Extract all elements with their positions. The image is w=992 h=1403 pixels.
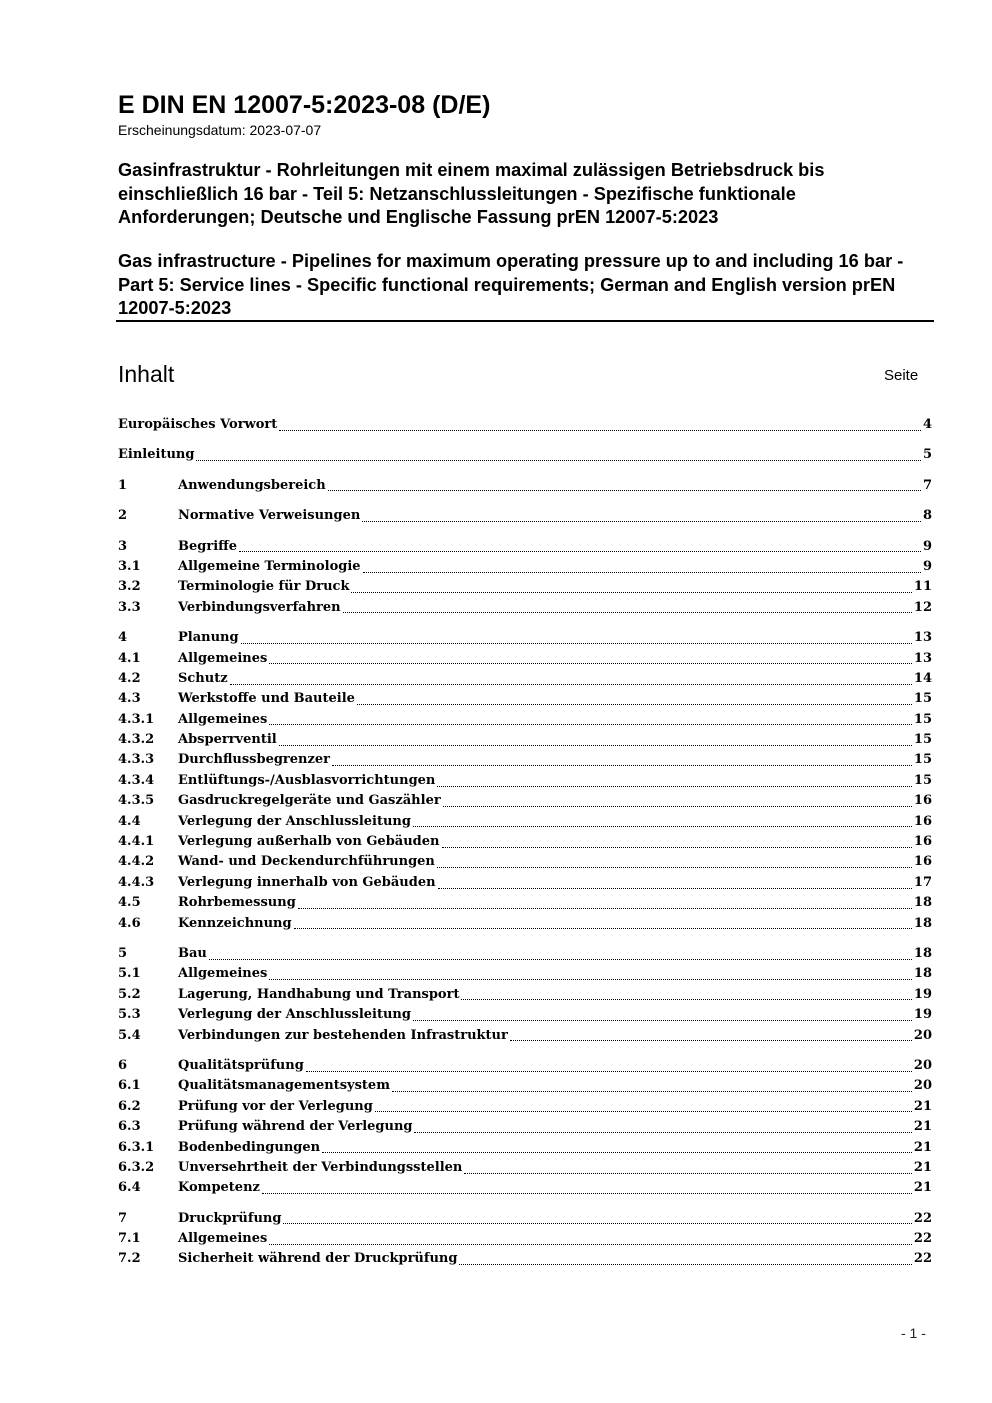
toc-entry-title: Durchflussbegrenzer (178, 752, 331, 768)
toc-dot-leader (279, 745, 912, 746)
toc-entry[interactable] (118, 893, 932, 913)
title-divider (116, 320, 934, 322)
toc-entry-title: Allgemeines (178, 966, 268, 982)
toc-entry-number: 6 (118, 1057, 128, 1073)
toc-entry-title: Allgemeine Terminologie (178, 558, 361, 574)
toc-entry-title: Prüfung während der Verlegung (178, 1119, 413, 1135)
toc-entry-title: Verlegung innerhalb von Gebäuden (178, 874, 436, 890)
toc-entry-title: Prüfung vor der Verlegung (178, 1098, 373, 1114)
toc-entry-title: Verlegung der Anschlussleitung (178, 1007, 411, 1023)
toc-entry[interactable] (118, 598, 932, 618)
toc-dot-leader (269, 979, 912, 980)
toc-entry-page: 20 (913, 1078, 932, 1094)
title-german: Gasinfrastruktur - Rohrleitungen mit einem maximal zulässigen Betriebsdruck bis einschließlich 16 bar - Teil 5: Netzanschlussleitungen - Spezifische funktionale Anforderungen; Deutsche und Englische Fassung prEN 12007-5:2023 (118, 160, 825, 227)
toc-entry-page: 5 (922, 447, 932, 463)
toc-entry-page: 11 (913, 579, 932, 595)
toc-entry[interactable] (118, 914, 932, 934)
toc-entry[interactable] (118, 985, 932, 1005)
toc-entry-page: 15 (913, 691, 932, 707)
toc-dot-leader (357, 704, 912, 705)
toc-entry[interactable] (118, 1178, 932, 1198)
toc-entry-title: Kompetenz (178, 1180, 260, 1196)
toc-dot-leader (283, 1223, 911, 1224)
toc-entry-number: 3 (118, 538, 128, 554)
toc-dot-leader (461, 999, 911, 1000)
toc-entry-title: Qualitätsmanagementsystem (178, 1078, 390, 1094)
toc-dot-leader (230, 684, 912, 685)
toc-entry-title: Verlegung außerhalb von Gebäuden (178, 834, 440, 850)
document-id: E DIN EN 12007-5:2023-08 (D/E) (118, 91, 491, 119)
toc-entry[interactable] (118, 669, 932, 689)
publication-date: Erscheinungsdatum: 2023-07-07 (118, 122, 322, 138)
toc-dot-leader (437, 786, 912, 787)
toc-entry-title: Allgemeines (178, 650, 268, 666)
toc-entry-number: 4.3.3 (118, 752, 155, 768)
toc-entry-number: 7.2 (118, 1251, 141, 1267)
toc-entry-title: Wand- und Deckendurchführungen (178, 854, 435, 870)
page-number: - 1 - (901, 1325, 926, 1341)
toc-entry-number: 3.1 (118, 558, 141, 574)
toc-entry-page: 7 (922, 477, 932, 493)
toc-dot-leader (443, 806, 912, 807)
toc-entry-number: 4.3 (118, 691, 141, 707)
toc-entry-title: Sicherheit während der Druckprüfung (178, 1251, 458, 1267)
toc-entry[interactable] (118, 1076, 932, 1096)
toc-entry-number: 4.3.1 (118, 711, 155, 727)
toc-entry-page: 14 (913, 670, 932, 686)
toc-entry[interactable] (118, 1056, 932, 1076)
toc-entry[interactable] (118, 771, 932, 791)
toc-entry[interactable] (118, 791, 932, 811)
toc-entry-title: Bau (178, 945, 207, 961)
toc-entry-page: 19 (913, 1007, 932, 1023)
toc-entry[interactable] (118, 476, 932, 496)
toc-entry-page: 20 (913, 1027, 932, 1043)
toc-entry-number: 3.2 (118, 579, 141, 595)
toc-entry-number: 5.2 (118, 986, 141, 1002)
toc-dot-leader (294, 928, 912, 929)
table-of-contents (118, 415, 932, 1270)
toc-dot-leader (328, 490, 921, 491)
toc-entry-page: 21 (913, 1159, 932, 1175)
toc-dot-leader (413, 1020, 912, 1021)
toc-entry-title: Bodenbedingungen (178, 1139, 321, 1155)
title-english: Gas infrastructure - Pipelines for maximum operating pressure up to and including 16 bar - Part 5: Service lines - Specific functional requirements; German and English version prEN 12007-5:2023 (118, 251, 904, 318)
toc-entry[interactable] (118, 1097, 932, 1117)
toc-entry-number: 5.1 (118, 966, 141, 982)
toc-entry-title: Begriffe (178, 538, 238, 554)
toc-entry-number: 4.6 (118, 915, 141, 931)
toc-entry-page: 17 (913, 874, 932, 890)
toc-entry-page: 15 (913, 732, 932, 748)
toc-dot-leader (279, 430, 921, 431)
toc-entry-page: 13 (913, 630, 932, 646)
toc-entry-number: 6.2 (118, 1098, 141, 1114)
toc-entry-number: 6.3 (118, 1119, 141, 1135)
toc-dot-leader (464, 1173, 912, 1174)
toc-entry-page: 16 (913, 793, 932, 809)
toc-dot-leader (459, 1264, 911, 1265)
toc-dot-leader (510, 1040, 912, 1041)
toc-entry-title: Einleitung (118, 447, 195, 463)
toc-dot-leader (298, 908, 912, 909)
toc-dot-leader (269, 663, 912, 664)
toc-dot-leader (413, 826, 912, 827)
toc-entry-number: 6.3.2 (118, 1159, 155, 1175)
toc-entry-page: 15 (913, 752, 932, 768)
toc-dot-leader (306, 1071, 912, 1072)
toc-entry[interactable] (118, 689, 932, 709)
toc-entry-number: 5.3 (118, 1007, 141, 1023)
toc-entry-title: Rohrbemessung (178, 895, 296, 911)
toc-entry-number: 4.1 (118, 650, 141, 666)
toc-entry-title: Normative Verweisungen (178, 508, 361, 524)
toc-entry-title: Allgemeines (178, 1231, 268, 1247)
toc-entry[interactable] (118, 1209, 932, 1229)
toc-entry-page: 21 (913, 1139, 932, 1155)
toc-entry[interactable] (118, 750, 932, 770)
toc-dot-leader (269, 1244, 912, 1245)
toc-entry[interactable] (118, 873, 932, 893)
toc-entry-number: 7 (118, 1210, 128, 1226)
toc-entry-page: 18 (913, 915, 932, 931)
toc-entry-page: 18 (913, 895, 932, 911)
toc-entry[interactable] (118, 1249, 932, 1269)
toc-entry-page: 9 (922, 558, 932, 574)
toc-entry[interactable] (118, 445, 932, 465)
toc-entry[interactable] (118, 1158, 932, 1178)
toc-dot-leader (196, 460, 921, 461)
toc-entry[interactable] (118, 628, 932, 648)
toc-entry[interactable] (118, 1229, 932, 1249)
toc-entry[interactable] (118, 649, 932, 669)
toc-entry-page: 18 (913, 966, 932, 982)
toc-entry-number: 4 (118, 630, 128, 646)
toc-entry[interactable] (118, 852, 932, 872)
toc-entry-page: 8 (922, 508, 932, 524)
toc-dot-leader (437, 867, 912, 868)
toc-entry-page: 21 (913, 1180, 932, 1196)
toc-entry-number: 6.1 (118, 1078, 141, 1094)
toc-dot-leader (375, 1111, 912, 1112)
toc-entry-page: 22 (913, 1231, 932, 1247)
toc-dot-leader (351, 592, 911, 593)
toc-entry[interactable] (118, 730, 932, 750)
toc-entry-number: 4.4.3 (118, 874, 155, 890)
toc-entry[interactable] (118, 710, 932, 730)
toc-entry-page: 22 (913, 1251, 932, 1267)
toc-entry-page: 13 (913, 650, 932, 666)
toc-entry-number: 4.4 (118, 813, 141, 829)
toc-dot-leader (414, 1132, 911, 1133)
toc-entry-number: 4.3.5 (118, 793, 155, 809)
toc-entry[interactable] (118, 812, 932, 832)
toc-entry-page: 12 (913, 599, 932, 615)
toc-entry-title: Entlüftungs-/Ausblasvorrichtungen (178, 772, 436, 788)
toc-entry[interactable] (118, 964, 932, 984)
toc-dot-leader (239, 551, 921, 552)
toc-entry-page: 15 (913, 711, 932, 727)
toc-entry-title: Europäisches Vorwort (118, 417, 278, 432)
toc-dot-leader (241, 643, 912, 644)
toc-entry-title: Kennzeichnung (178, 915, 292, 931)
toc-entry-number: 1 (118, 477, 128, 493)
toc-entry-page: 20 (913, 1057, 932, 1073)
toc-entry-number: 4.4.1 (118, 834, 155, 850)
toc-entry-page: 18 (913, 945, 932, 961)
toc-dot-leader (363, 572, 921, 573)
toc-dot-leader (442, 847, 912, 848)
toc-entry-title: Lagerung, Handhabung und Transport (178, 986, 460, 1002)
toc-heading: Inhalt (118, 361, 175, 387)
toc-entry-number: 4.2 (118, 670, 141, 686)
toc-entry-page: 16 (913, 834, 932, 850)
toc-dot-leader (438, 888, 912, 889)
toc-entry[interactable] (118, 1138, 932, 1158)
toc-entry-title: Unversehrtheit der Verbindungsstellen (178, 1159, 463, 1175)
toc-entry-number: 7.1 (118, 1231, 141, 1247)
toc-entry-title: Verbindungen zur bestehenden Infrastruktur (178, 1027, 508, 1043)
toc-entry-number: 3.3 (118, 599, 141, 615)
toc-entry-title: Schutz (178, 670, 228, 686)
toc-entry-number: 4.5 (118, 895, 141, 911)
toc-entry-page: 4 (922, 417, 932, 432)
toc-dot-leader (362, 521, 921, 522)
toc-entry-number: 5.4 (118, 1027, 141, 1043)
toc-entry[interactable] (118, 1117, 932, 1137)
toc-entry-number: 6.3.1 (118, 1139, 155, 1155)
toc-entry-title: Anwendungsbereich (178, 477, 326, 493)
toc-entry[interactable] (118, 415, 932, 435)
toc-entry-number: 4.3.4 (118, 772, 155, 788)
toc-entry-page: 16 (913, 854, 932, 870)
toc-entry[interactable] (118, 506, 932, 526)
toc-dot-leader (269, 724, 912, 725)
toc-entry-number: 5 (118, 945, 128, 961)
toc-entry-number: 4.3.2 (118, 732, 155, 748)
toc-entry-title: Qualitätsprüfung (178, 1057, 304, 1073)
toc-entry[interactable] (118, 944, 932, 964)
toc-dot-leader (392, 1091, 912, 1092)
toc-dot-leader (332, 765, 912, 766)
toc-entry-number: 6.4 (118, 1180, 141, 1196)
toc-entry-title: Planung (178, 630, 239, 646)
toc-entry[interactable] (118, 577, 932, 597)
toc-entry-page: 9 (922, 538, 932, 554)
toc-entry-title: Gasdruckregelgeräte und Gaszähler (178, 793, 441, 809)
toc-entry-page: 16 (913, 813, 932, 829)
toc-entry[interactable] (118, 1026, 932, 1046)
toc-dot-leader (322, 1152, 912, 1153)
toc-page-label: Seite (884, 367, 919, 384)
toc-dot-leader (209, 959, 912, 960)
toc-entry[interactable] (118, 537, 932, 557)
toc-entry-page: 21 (913, 1098, 932, 1114)
toc-entry-page: 22 (913, 1210, 932, 1226)
toc-entry-number: 4.4.2 (118, 854, 155, 870)
toc-entry-page: 21 (913, 1119, 932, 1135)
toc-entry-title: Druckprüfung (178, 1210, 282, 1226)
toc-entry-title: Terminologie für Druck (178, 579, 350, 595)
toc-dot-leader (343, 612, 912, 613)
toc-entry-title: Verlegung der Anschlussleitung (178, 813, 411, 829)
toc-entry-title: Absperrventil (178, 732, 277, 748)
toc-dot-leader (262, 1193, 912, 1194)
toc-entry[interactable] (118, 557, 932, 577)
toc-entry[interactable] (118, 832, 932, 852)
toc-entry-title: Verbindungsverfahren (178, 599, 341, 615)
toc-entry-page: 19 (913, 986, 932, 1002)
toc-entry[interactable] (118, 1005, 932, 1025)
toc-entry-title: Allgemeines (178, 711, 268, 727)
toc-entry-title: Werkstoffe und Bauteile (178, 691, 355, 707)
toc-entry-page: 15 (913, 772, 932, 788)
toc-entry-number: 2 (118, 508, 128, 524)
